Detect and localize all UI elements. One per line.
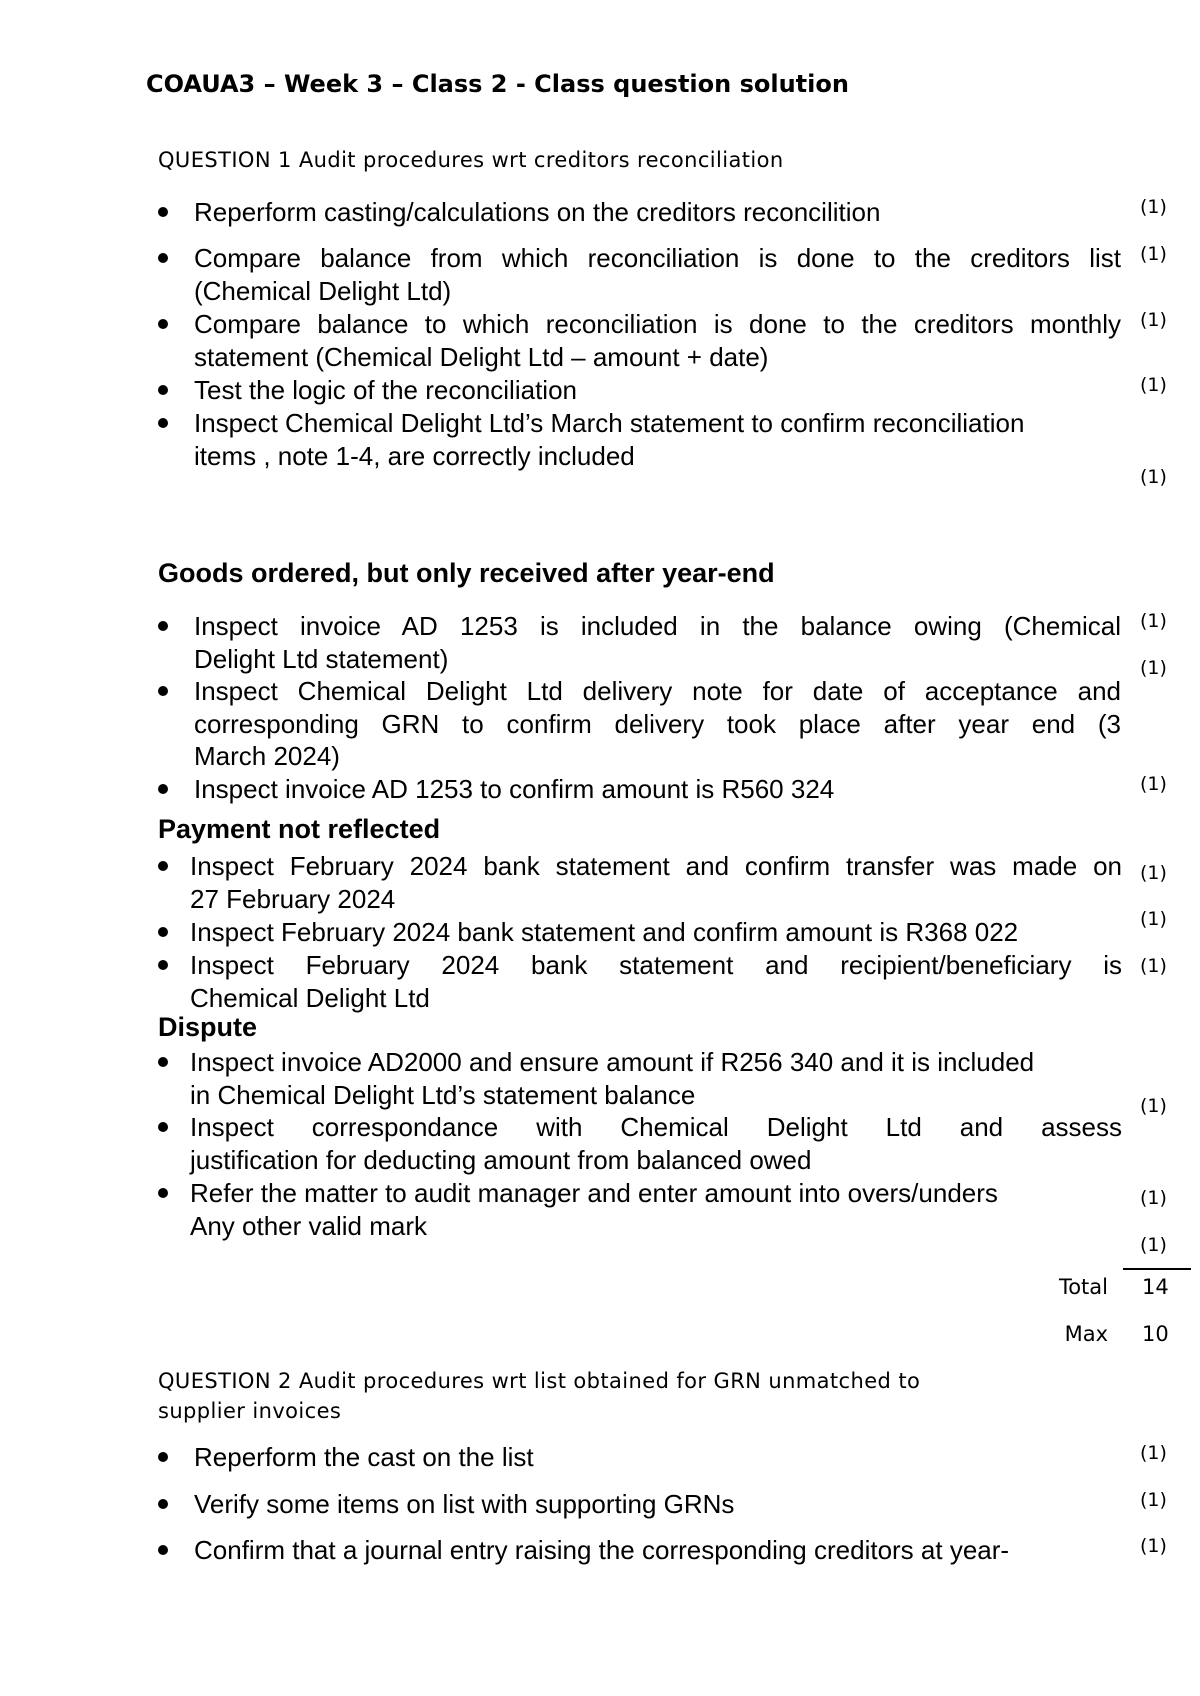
mark: (1): [1140, 773, 1167, 795]
mark: (1): [1140, 196, 1167, 218]
mark: (1): [1140, 1535, 1167, 1557]
bullet-icon: [158, 253, 168, 263]
list-item-continued: justification for deducting amount from balanced owed: [190, 1145, 812, 1175]
mark: (1): [1140, 657, 1167, 679]
bullet-icon: [158, 1499, 168, 1509]
total-label: Total: [1058, 1275, 1108, 1299]
list-item: Inspect February 2024 bank statement and confirm amount is R368 022: [190, 917, 1019, 947]
mark: (1): [1140, 908, 1167, 930]
max-value: 10: [1142, 1322, 1169, 1346]
list-item: Inspect February 2024 bank statement and recipient/beneficiary is: [190, 950, 1122, 980]
list-item: Reperform casting/calculations on the creditors reconcilition: [194, 197, 881, 227]
mark: (1): [1140, 1187, 1167, 1209]
bullet-icon: [158, 784, 168, 794]
section-heading-dispute: Dispute: [158, 1012, 258, 1042]
question-2-heading: QUESTION 2 Audit procedures wrt list obtained for GRN unmatched to: [158, 1369, 921, 1393]
page-title: COAUA3 – Week 3 – Class 2 - Class question solution: [146, 70, 849, 98]
mark: (1): [1140, 243, 1167, 265]
bullet-icon: [158, 418, 168, 428]
bullet-icon: [158, 1188, 168, 1198]
bullet-icon: [158, 927, 168, 937]
list-item-continued: in Chemical Delight Ltd’s statement balance: [190, 1080, 696, 1110]
list-item: Inspect invoice AD 1253 is included in the balance owing (Chemical: [194, 611, 1121, 641]
bullet-icon: [158, 1122, 168, 1132]
bullet-icon: [158, 1452, 168, 1462]
bullet-icon: [158, 319, 168, 329]
bullet-icon: [158, 861, 168, 871]
total-rule: [1123, 1268, 1191, 1270]
list-item: Reperform the cast on the list: [194, 1442, 534, 1472]
list-item-continued: (Chemical Delight Ltd): [194, 276, 452, 306]
mark: (1): [1140, 955, 1167, 977]
section-heading-payment: Payment not reflected: [158, 814, 441, 844]
total-value: 14: [1142, 1275, 1169, 1299]
mark: (1): [1140, 466, 1167, 488]
bullet-icon: [158, 207, 168, 217]
bullet-icon: [158, 621, 168, 631]
list-item: Inspect Chemical Delight Ltd’s March statement to confirm reconciliation: [194, 408, 1025, 438]
mark: (1): [1140, 309, 1167, 331]
list-item-continued: Chemical Delight Ltd: [190, 983, 430, 1013]
question-2-heading-continued: supplier invoices: [158, 1399, 342, 1423]
list-item: Confirm that a journal entry raising the corresponding creditors at year-: [194, 1535, 1010, 1565]
question-1-heading: QUESTION 1 Audit procedures wrt creditors reconciliation: [158, 148, 784, 172]
list-item: Compare balance to which reconciliation is done to the creditors monthly: [194, 309, 1121, 339]
list-item: Refer the matter to audit manager and enter amount into overs/unders: [190, 1178, 998, 1208]
list-item-continued: Delight Ltd statement): [194, 644, 449, 674]
mark: (1): [1140, 1234, 1167, 1256]
list-item: Inspect Chemical Delight Ltd delivery note for date of acceptance and: [194, 676, 1121, 706]
mark: (1): [1140, 1095, 1167, 1117]
list-item-continued: 27 February 2024: [190, 884, 396, 914]
bullet-icon: [158, 1545, 168, 1555]
section-heading-goods: Goods ordered, but only received after year-end: [158, 558, 775, 588]
list-item: Verify some items on list with supporting GRNs: [194, 1489, 735, 1519]
mark: (1): [1140, 1442, 1167, 1464]
bullet-icon: [158, 385, 168, 395]
list-item: Compare balance from which reconciliation is done to the creditors list: [194, 243, 1121, 273]
bullet-icon: [158, 960, 168, 970]
list-item: Inspect February 2024 bank statement and confirm transfer was made on: [190, 851, 1122, 881]
list-item: Inspect invoice AD2000 and ensure amount if R256 340 and it is included: [190, 1047, 1035, 1077]
list-item: Inspect correspondance with Chemical Delight Ltd and assess: [190, 1112, 1122, 1142]
list-item-continued: corresponding GRN to confirm delivery took place after year end (3: [194, 709, 1121, 739]
mark: (1): [1140, 610, 1167, 632]
list-item-continued: Any other valid mark: [190, 1211, 427, 1241]
list-item-continued: items , note 1-4, are correctly included: [194, 441, 635, 471]
mark: (1): [1140, 862, 1167, 884]
list-item-continued: statement (Chemical Delight Ltd – amount + date): [194, 342, 769, 372]
bullet-icon: [158, 1057, 168, 1067]
list-item-continued: March 2024): [194, 741, 340, 771]
list-item: Inspect invoice AD 1253 to confirm amount is R560 324: [194, 774, 835, 804]
mark: (1): [1140, 1489, 1167, 1511]
list-item: Test the logic of the reconciliation: [194, 375, 577, 405]
mark: (1): [1140, 374, 1167, 396]
bullet-icon: [158, 686, 168, 696]
max-label: Max: [1064, 1322, 1108, 1346]
